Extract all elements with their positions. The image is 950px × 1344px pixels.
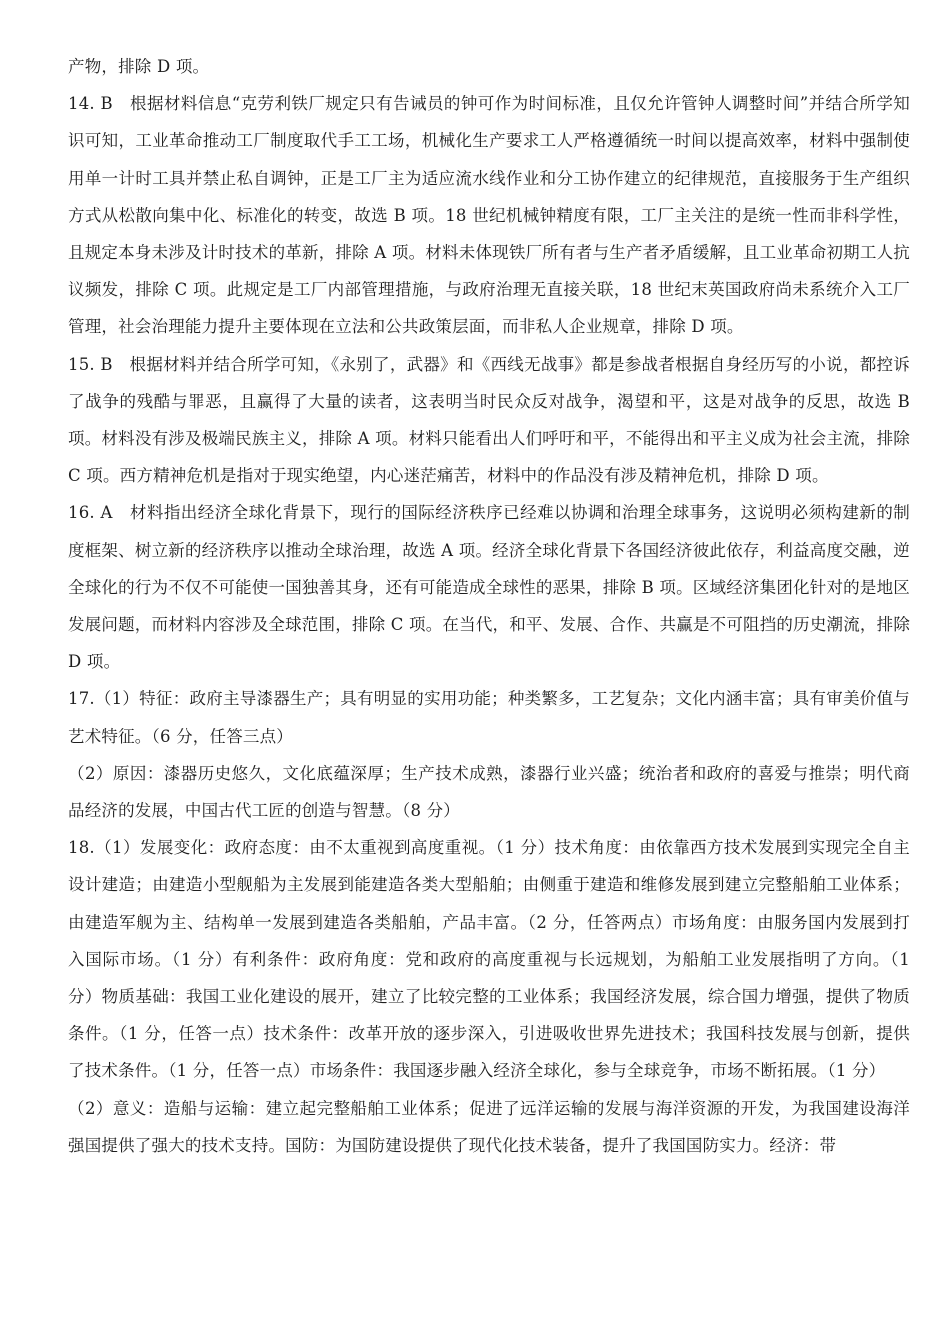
answer-18-part-1: 18.（1）发展变化：政府态度：由不太重视到高度重视。（1 分）技术角度：由依靠西方技术发展到实现完全自主设计建造；由建造小型舰船为主发展到能建造各类大型船舶；由侧重于建造和维修发展到建立完整船舶工业体系；由建造军舰为主、结构单一发展到建造各类船舶，产品丰富。（2 分，任答两点）市场角度：由服务国内发展到打入国际市场。（1 分）有利条件：政府角度：党和政府的高度重视与长远规划，为船舶工业发展指明了方向。（1 分）物质基础：我国工业化建设的展开，建立了比较完整的工业体系；我国经济发展，综合国力增强，提供了物质条件。（1 分，任答一点）技术条件：改革开放的逐步深入，引进吸收世界先进技术；我国科技发展与创新，提供了技术条件。（1 分，任答一点）市场条件：我国逐步融入经济全球化，参与全球竞争，市场不断拓展。（1 分） <box>68 838 910 1081</box>
answer-18-part-2: （2）意义：造船与运输：建立起完整船舶工业体系；促进了远洋运输的发展与海洋资源的开发，为我国建设海洋强国提供了强大的技术支持。国防：为国防建设提供了现代化技术装备，提升了我国国防实力。经济：带 <box>68 1098 910 1155</box>
answer-17-part-2: （2）原因：漆器历史悠久，文化底蕴深厚；生产技术成熟，漆器行业兴盛；统治者和政府的喜爱与推崇；明代商品经济的发展，中国古代工匠的创造与智慧。（8 分） <box>68 763 910 821</box>
answer-15: 15. B 根据材料并结合所学可知，《永别了，武器》和《西线无战事》都是参战者根据自身经历写的小说，都控诉了战争的残酷与罪恶，且赢得了大量的读者，这表明当时民众反对战争，渴望和平，这是对战争的反思，故选 B 项。材料没有涉及极端民族主义，排除 A 项。材料只能看出人们呼吁和平，不能得出和平主义成为社会主流，排除 C 项。西方精神危机是指对于现实绝望，内心迷茫痛苦，材料中的作品没有涉及精神危机，排除 D 项。 <box>68 354 910 486</box>
answer-17-part-1: 17.（1）特征：政府主导漆器生产；具有明显的实用功能；种类繁多，工艺复杂；文化内涵丰富；具有审美价值与艺术特征。（6 分，任答三点） <box>68 689 910 746</box>
answer-14: 14. B 根据材料信息“克劳利铁厂规定只有告诫员的钟可作为时间标准，且仅允许管钟人调整时间”并结合所学知识可知，工业革命推动工厂制度取代手工工场，机械化生产要求工人严格遵循统一时间以提高效率，材料中强制使用单一计时工具并禁止私自调钟，正是工厂主为适应流水线作业和分工协作建立的纪律规范，直接服务于生产组织方式从松散向集中化、标准化的转变，故选 B 项。18 世纪机械钟精度有限，工厂主关注的是统一性而非科学性，且规定本身未涉及计时技术的革新，排除 A 项。材料未体现铁厂所有者与生产者矛盾缓解，且工业革命初期工人抗议频发，排除 C 项。此规定是工厂内部管理措施，与政府治理无直接关联，18 世纪末英国政府尚未系统介入工厂管理，社会治理能力提升主要体现在立法和公共政策层面，而非私人企业规章，排除 D 项。 <box>68 94 910 337</box>
answer-13-continuation: 产物，排除 D 项。 <box>68 57 210 76</box>
answer-16: 16. A 材料指出经济全球化背景下，现行的国际经济秩序已经难以协调和治理全球事务，这说明必须构建新的制度框架、树立新的经济秩序以推动全球治理，故选 A 项。经济全球化背景下各国经济彼此依存，利益高度交融，逆全球化的行为不仅不可能使一国独善其身，还有可能造成全球性的恶果，排除 B 项。区域经济集团化针对的是地区发展问题，而材料内容涉及全球范围，排除 C 项。在当代，和平、发展、合作、共赢是不可阻挡的历史潮流，排除 D 项。 <box>68 503 911 672</box>
